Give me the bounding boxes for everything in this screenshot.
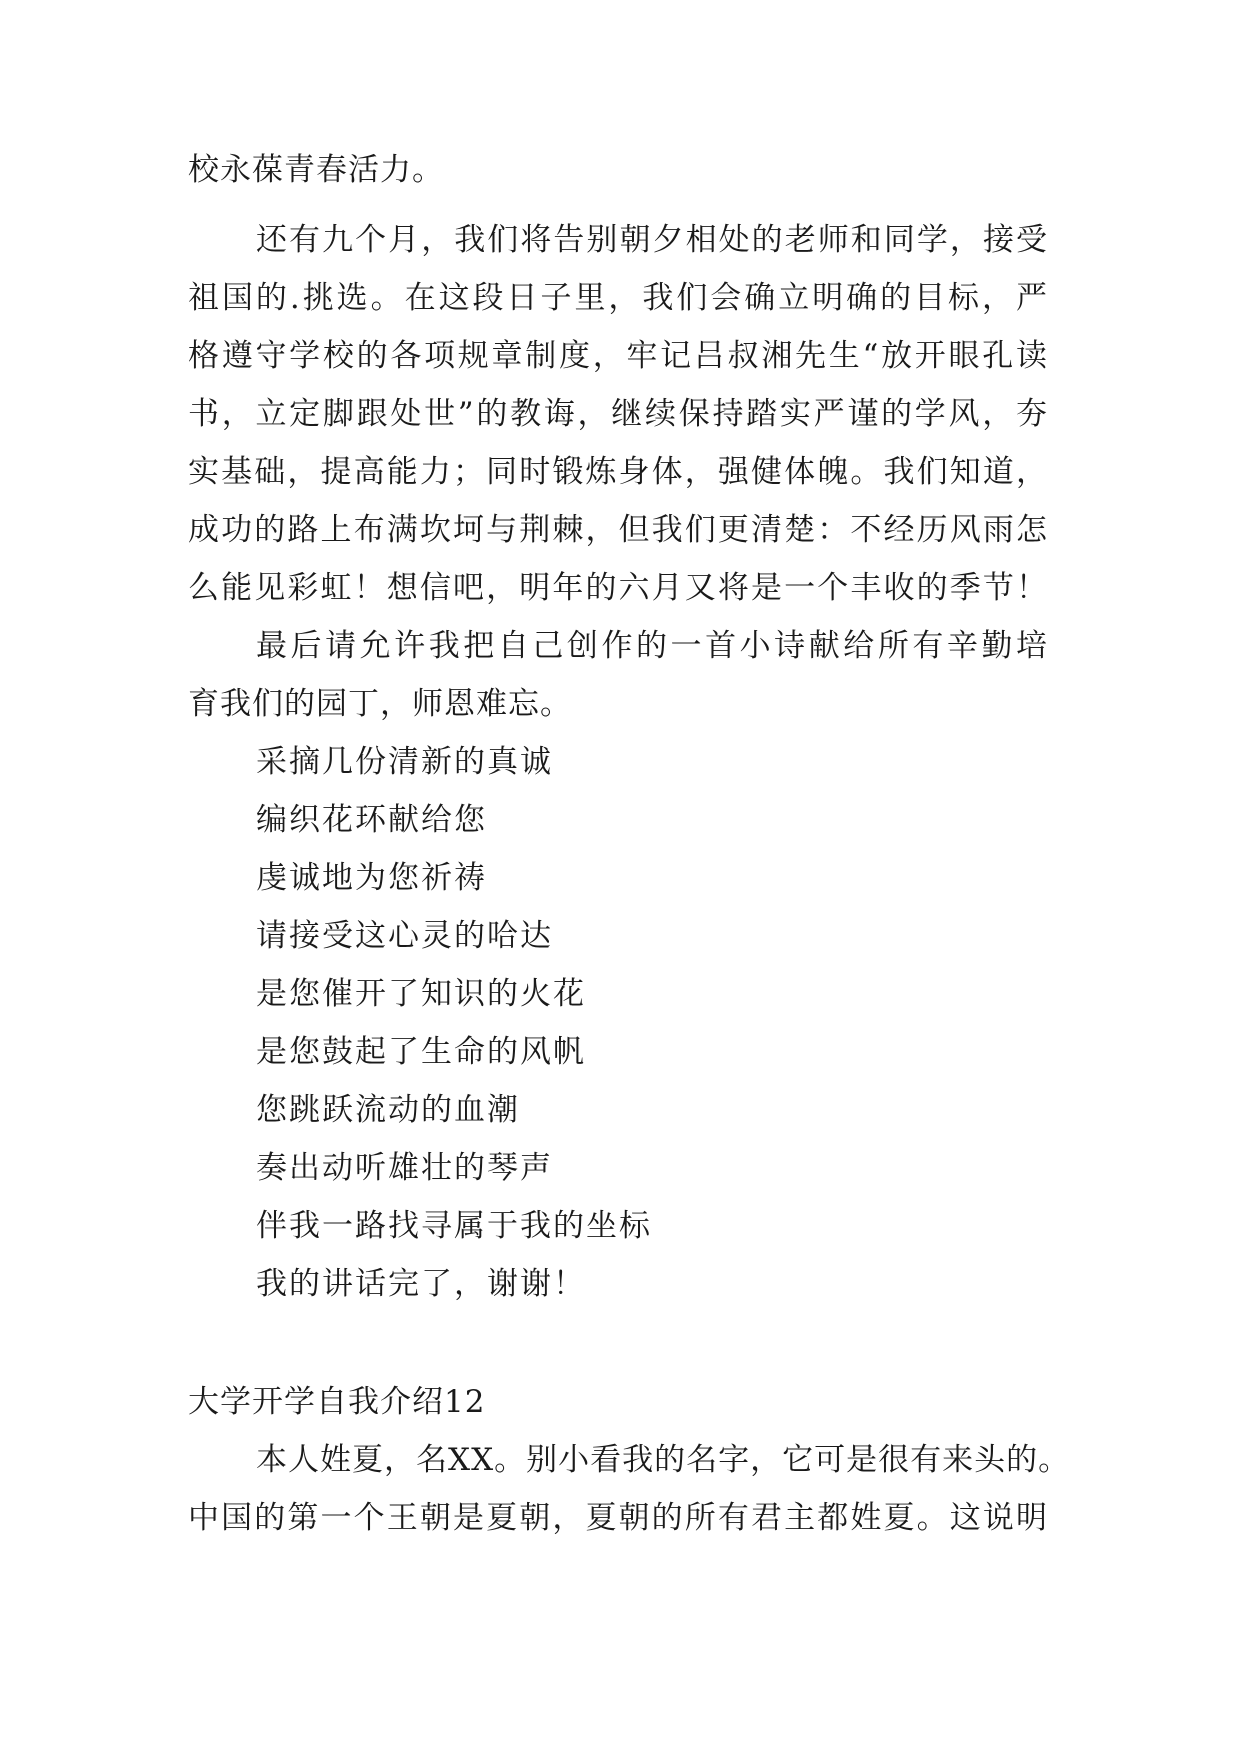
poem-line: 虔诚地为您祈祷	[256, 860, 487, 896]
paragraph-line: 最后请允许我把自己创作的一首小诗献给所有辛勤培	[256, 628, 1048, 664]
paragraph-line: 书，立定脚跟处世”的教诲，继续保持踏实严谨的学风，夯	[188, 396, 1048, 432]
poem-line: 您跳跃流动的血潮	[256, 1092, 520, 1128]
paragraph-line: 育我们的园丁，师恩难忘。	[188, 686, 572, 722]
paragraph-line: 本人姓夏，名XX。别小看我的名字，它可是很有来头的。	[256, 1442, 1071, 1478]
paragraph-line: 成功的路上布满坎坷与荆棘，但我们更清楚：不经历风雨怎	[188, 512, 1048, 548]
poem-line: 请接受这心灵的哈达	[256, 918, 553, 954]
poem-line: 奏出动听雄壮的琴声	[256, 1150, 553, 1186]
paragraph-line: 祖国的.挑选。在这段日子里，我们会确立明确的目标，严	[188, 280, 1048, 316]
paragraph-line: 实基础，提高能力；同时锻炼身体，强健体魄。我们知道，	[188, 454, 1048, 490]
poem-line: 编织花环献给您	[256, 802, 487, 838]
poem-line: 采摘几份清新的真诚	[256, 744, 553, 780]
paragraph-line: 校永葆青春活力。	[188, 152, 444, 188]
paragraph-line: 中国的第一个王朝是夏朝，夏朝的所有君主都姓夏。这说明	[188, 1500, 1048, 1536]
paragraph-line: 格遵守学校的各项规章制度，牢记吕叔湘先生“放开眼孔读	[188, 338, 1048, 374]
poem-line: 伴我一路找寻属于我的坐标	[256, 1208, 652, 1244]
section-title: 大学开学自我介绍12	[188, 1384, 486, 1420]
poem-line: 是您鼓起了生命的风帆	[256, 1034, 586, 1070]
poem-line: 是您催开了知识的火花	[256, 976, 586, 1012]
paragraph-line: 还有九个月，我们将告别朝夕相处的老师和同学，接受	[256, 222, 1048, 258]
poem-line: 我的讲话完了，谢谢！	[256, 1266, 586, 1302]
paragraph-line: 么能见彩虹！想信吧，明年的六月又将是一个丰收的季节！	[188, 570, 1048, 606]
